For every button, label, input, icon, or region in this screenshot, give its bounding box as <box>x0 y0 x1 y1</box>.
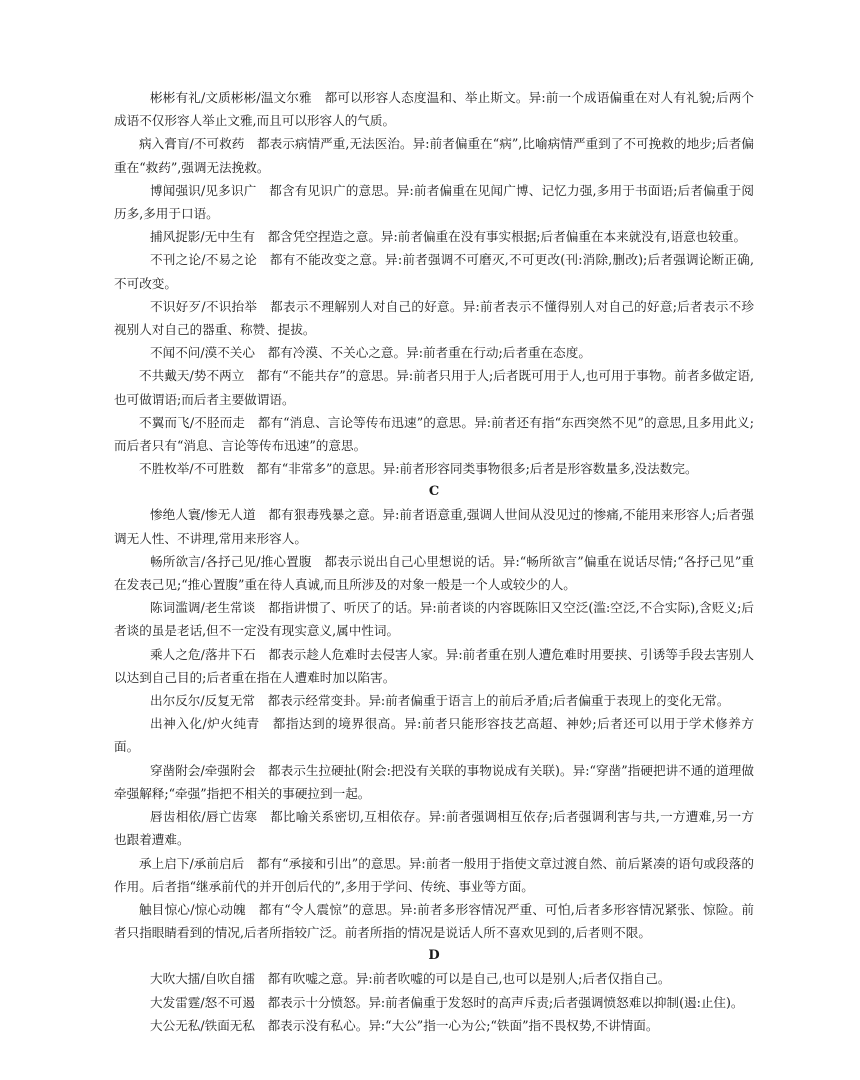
idiom-entry: 承上启下/承前启后 都有“承接和引出”的意思。异:前者一般用于指使文章过渡自然、前后紧凑的语句或段落的作用。后者指“继承前代的并开创后代的”,多用于学问、传统、事业等方面。 <box>114 855 754 894</box>
idiom-entry: 乘人之危/落井下石 都表示趁人危难时去侵害人家。异:前者重在别人遭危难时用要挟、引诱等手段去害别人以达到自己目的;后者重在指在人遭难时加以陷害。 <box>114 646 754 685</box>
section-c-entries <box>114 503 754 944</box>
idiom-entry: 病入膏肓/不可救药 都表示病情严重,无法医治。异:前者偏重在“病”,比喻病情严重到了不可挽救的地步;后者偏重在“救药”,强调无法挽救。 <box>114 136 754 175</box>
idiom-entry: 大发雷霆/怒不可遏 都表示十分愤怒。异:前者偏重于发怒时的高声斥责;后者强调愤怒难以抑制(遏:止住)。 <box>150 994 744 1010</box>
idiom-entry: 彬彬有礼/文质彬彬/温文尔雅 都可以形容人态度温和、举止斯文。异:前一个成语偏重在对人有礼貌;后两个成语不仅形容人举止文雅,而且可以形容人的气质。 <box>114 90 754 129</box>
section-heading-d: D <box>428 948 440 964</box>
idiom-entry: 捕风捉影/无中生有 都含凭空捏造之意。异:前者偏重在没有事实根据;后者偏重在本来就没有,语意也较重。 <box>150 229 747 245</box>
idiom-entry: 不共戴天/势不两立 都有“不能共存”的意思。异:前者只用于人;后者既可用于人,也可用于事物。前者多做定语,也可做谓语;而后者主要做谓语。 <box>114 368 754 407</box>
idiom-entry: 触目惊心/惊心动魄 都有“令人震惊”的意思。异:前者多形容情况严重、可怕,后者多形容情况紧张、惊险。前者只指眼睛看到的情况,后者所指较广泛。前者所指的情况是说话人所不喜欢见到的,后者则不限。 <box>114 901 754 941</box>
idiom-entry: 惨绝人寰/惨无人道 都有狠毒残暴之意。异:前者语意重,强调人世间从没见过的惨痛,不能用来形容人;后者强调无人性、不讲理,常用来形容人。 <box>114 507 754 546</box>
idiom-entry: 博闻强识/见多识广 都含有见识广的意思。异:前者偏重在见闻广博、记忆力强,多用于书面语;后者偏重于阅历多,多用于口语。 <box>114 182 754 222</box>
idiom-entry: 大公无私/铁面无私 都表示没有私心。异:“大公”指一心为公;“铁面”指不畏权势,不讲情面。 <box>150 1017 659 1033</box>
document-page <box>114 86 754 1037</box>
section-heading-c: C <box>428 484 440 500</box>
idiom-entry: 畅所欲言/各抒己见/推心置腹 都表示说出自己心里想说的话。异:“畅所欲言”偏重在说话尽情;“各抒己见”重在发表己见;“推心置腹”重在待人真诚,而且所涉及的对象一般是一个人或较少的人。 <box>114 553 754 593</box>
idiom-entry: 唇齿相依/唇亡齿寒 都比喻关系密切,互相依存。异:前者强调相互依存;后者强调利害与共,一方遭难,另一方也跟着遭难。 <box>114 809 754 848</box>
idiom-entry: 出尔反尔/反复无常 都表示经常变卦。异:前者偏重于语言上的前后矛盾;后者偏重于表现上的变化无常。 <box>150 693 730 709</box>
idiom-entry: 不识好歹/不识抬举 都表示不理解别人对自己的好意。异:前者表示不懂得别人对自己的好意;后者表示不珍视别人对自己的器重、称赞、提拔。 <box>114 298 754 338</box>
idiom-entry: 不闻不问/漠不关心 都有冷漠、不关心之意。异:前者重在行动;后者重在态度。 <box>150 345 591 361</box>
section-b-entries <box>114 86 754 480</box>
idiom-entry: 陈词滥调/老生常谈 都指讲惯了、听厌了的话。异:前者谈的内容既陈旧又空泛(滥:空泛,不合实际),含贬义;后者谈的虽是老话,但不一定没有现实意义,属中性词。 <box>114 600 754 639</box>
section-d-entries <box>114 967 754 1037</box>
idiom-entry: 不胜枚举/不可胜数 都有“非常多”的意思。异:前者形容同类事物很多;后者是形容数量多,没法数完。 <box>139 461 698 477</box>
idiom-entry: 穿凿附会/牵强附会 都表示生拉硬扯(附会:把没有关联的事物说成有关联)。异:“穿凿”指硬把讲不通的道理做牵强解释;“牵强”指把不相关的事硬拉到一起。 <box>114 762 754 801</box>
idiom-entry: 出神入化/炉火纯青 都指达到的境界很高。异:前者只能形容技艺高超、神妙;后者还可以用于学术修养方面。 <box>114 716 754 755</box>
idiom-entry: 不翼而飞/不胫而走 都有“消息、言论等传布迅速”的意思。异:前者还有指“东西突然不见”的意思,且多用此义;而后者只有“消息、言论等传布迅速”的意思。 <box>114 414 754 454</box>
idiom-entry: 大吹大擂/自吹自擂 都有吹嘘之意。异:前者吹嘘的可以是自己,也可以是别人;后者仅指自己。 <box>150 971 671 987</box>
idiom-entry: 不刊之论/不易之论 都有不能改变之意。异:前者强调不可磨灭,不可更改(刊:消除,删改);后者强调论断正确,不可改变。 <box>114 252 754 291</box>
